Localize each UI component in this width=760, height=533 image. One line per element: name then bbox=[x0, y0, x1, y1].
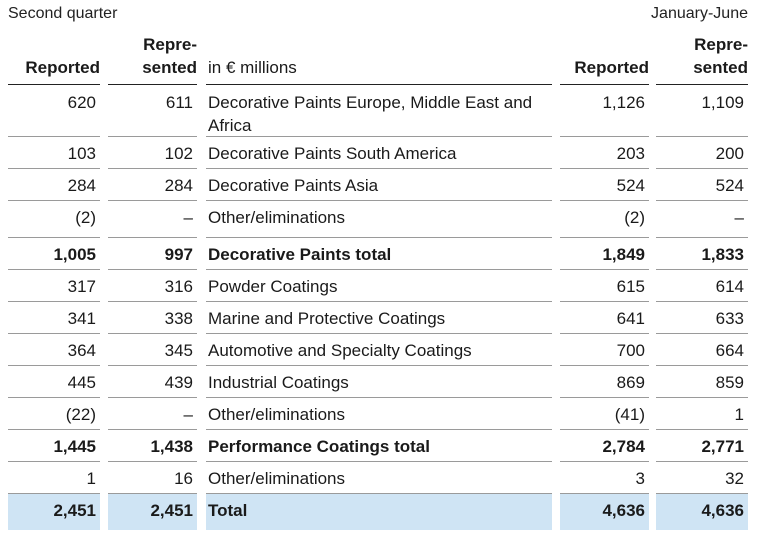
cell-segment-label: Decorative Paints total bbox=[208, 245, 392, 264]
cell-represented-quarter: 345 bbox=[164, 341, 193, 360]
cell-reported-halfyear: 2,784 bbox=[602, 437, 645, 456]
cell-represented-quarter: – bbox=[183, 405, 193, 424]
cell-represented-quarter: 338 bbox=[164, 309, 193, 328]
table-row bbox=[0, 270, 760, 302]
header-represented-halfyear-line2: sented bbox=[693, 58, 748, 77]
cell-reported-halfyear: 1,849 bbox=[602, 245, 645, 264]
cell-segment-label: Decorative Paints South America bbox=[208, 144, 457, 163]
table-row bbox=[0, 398, 760, 430]
cell-reported-halfyear: 1,126 bbox=[602, 93, 645, 112]
table-row bbox=[0, 462, 760, 494]
cell-segment-label: Automotive and Specialty Coatings bbox=[208, 341, 472, 360]
cell-reported-halfyear: (41) bbox=[614, 405, 645, 424]
cell-represented-quarter: 284 bbox=[164, 176, 193, 195]
cell-represented-halfyear: 664 bbox=[715, 341, 744, 360]
cell-reported-halfyear: 615 bbox=[616, 277, 645, 296]
cell-reported-quarter: (22) bbox=[65, 405, 96, 424]
cell-segment-label: Marine and Protective Coatings bbox=[208, 309, 446, 328]
cell-represented-quarter: 997 bbox=[164, 245, 193, 264]
header-rule bbox=[108, 84, 197, 85]
cell-segment-label: Total bbox=[208, 501, 248, 520]
cell-represented-halfyear: – bbox=[734, 208, 744, 227]
cell-segment-label: Other/eliminations bbox=[208, 405, 346, 424]
cell-reported-halfyear: 641 bbox=[616, 309, 645, 328]
cell-represented-halfyear: 32 bbox=[725, 469, 744, 488]
cell-reported-quarter: 620 bbox=[67, 93, 96, 112]
cell-represented-halfyear: 4,636 bbox=[701, 501, 744, 520]
header-reported-halfyear: Reported bbox=[574, 58, 649, 77]
cell-reported-quarter: 445 bbox=[67, 373, 96, 392]
cell-segment-label: Decorative Paints Asia bbox=[208, 176, 379, 195]
cell-reported-halfyear: 203 bbox=[616, 144, 645, 163]
table-row bbox=[0, 137, 760, 169]
table-row bbox=[0, 494, 760, 530]
cell-reported-quarter: (2) bbox=[75, 208, 96, 227]
cell-reported-quarter: 1,005 bbox=[53, 245, 96, 264]
cell-reported-halfyear: 700 bbox=[616, 341, 645, 360]
table-row bbox=[0, 366, 760, 398]
cell-represented-quarter: 1,438 bbox=[150, 437, 193, 456]
cell-represented-quarter: 439 bbox=[164, 373, 193, 392]
header-unit: in € millions bbox=[208, 58, 297, 77]
cell-represented-quarter: 611 bbox=[165, 93, 193, 112]
cell-represented-halfyear: 614 bbox=[715, 277, 744, 296]
cell-reported-quarter: 284 bbox=[67, 176, 96, 195]
cell-segment-label: Industrial Coatings bbox=[208, 373, 349, 392]
cell-represented-halfyear: 2,771 bbox=[701, 437, 744, 456]
cell-segment-label: Decorative Paints Europe, Middle East and Africa bbox=[208, 93, 533, 135]
header-represented-quarter-line2: sented bbox=[142, 58, 197, 77]
table-row bbox=[0, 201, 760, 238]
cell-represented-halfyear: 633 bbox=[715, 309, 744, 328]
cell-represented-quarter: 102 bbox=[164, 144, 193, 163]
cell-represented-quarter: – bbox=[183, 208, 193, 227]
header-reported-quarter: Reported bbox=[25, 58, 100, 77]
header-rule bbox=[560, 84, 649, 85]
cell-reported-halfyear: 3 bbox=[635, 469, 645, 488]
cell-represented-halfyear: 1,833 bbox=[701, 245, 744, 264]
table-row bbox=[0, 86, 760, 137]
cell-reported-halfyear: 524 bbox=[616, 176, 645, 195]
cell-reported-quarter: 1,445 bbox=[53, 437, 96, 456]
table-row bbox=[0, 334, 760, 366]
cell-reported-quarter: 341 bbox=[67, 309, 96, 328]
cell-represented-halfyear: 524 bbox=[715, 176, 744, 195]
header-rule bbox=[206, 84, 552, 85]
table-row bbox=[0, 169, 760, 201]
cell-represented-halfyear: 200 bbox=[715, 144, 744, 163]
cell-reported-halfyear: 869 bbox=[616, 373, 645, 392]
cell-reported-quarter: 1 bbox=[86, 469, 96, 488]
period-label-second-quarter: Second quarter bbox=[8, 5, 118, 22]
period-label-january-june: January-June bbox=[651, 5, 748, 22]
cell-represented-halfyear: 1,109 bbox=[701, 93, 744, 112]
table-row bbox=[0, 302, 760, 334]
cell-segment-label: Other/eliminations bbox=[208, 469, 346, 488]
header-represented-quarter-line1: Repre- bbox=[143, 35, 197, 54]
cell-represented-quarter: 316 bbox=[164, 277, 193, 296]
cell-represented-halfyear: 859 bbox=[715, 373, 744, 392]
cell-reported-quarter: 103 bbox=[67, 144, 96, 163]
header-rule bbox=[8, 84, 100, 85]
header-represented-halfyear-line1: Repre- bbox=[694, 35, 748, 54]
cell-reported-quarter: 364 bbox=[67, 341, 96, 360]
cell-segment-label: Performance Coatings total bbox=[208, 437, 430, 456]
cell-segment-label: Powder Coatings bbox=[208, 277, 338, 296]
header-rule bbox=[656, 84, 748, 85]
cell-reported-halfyear: (2) bbox=[624, 208, 645, 227]
table-row bbox=[0, 430, 760, 462]
cell-represented-halfyear: 1 bbox=[734, 405, 744, 424]
cell-segment-label: Other/eliminations bbox=[208, 208, 346, 227]
cell-reported-quarter: 317 bbox=[67, 277, 96, 296]
table-row bbox=[0, 238, 760, 270]
cell-reported-quarter: 2,451 bbox=[53, 501, 96, 520]
cell-represented-quarter: 2,451 bbox=[150, 501, 193, 520]
cell-represented-quarter: 16 bbox=[174, 469, 193, 488]
cell-reported-halfyear: 4,636 bbox=[602, 501, 645, 520]
